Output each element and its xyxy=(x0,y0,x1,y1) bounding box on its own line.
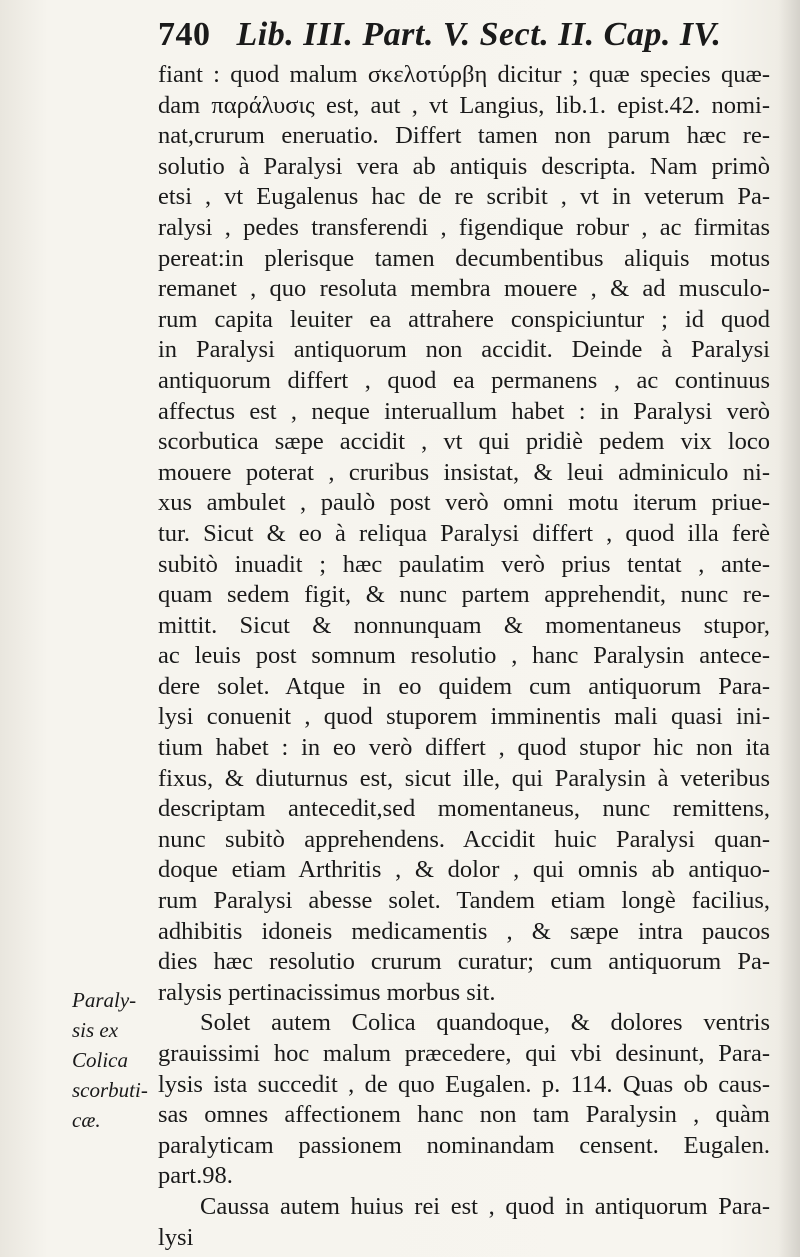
margin-note-line: scorbuti- xyxy=(72,1078,148,1102)
text-line: remanet , quo resoluta membra mouere , & ad musculo- xyxy=(158,275,770,303)
text-line: adhibitis idoneis medicamentis , & sæpe intra paucos xyxy=(158,917,770,945)
text-line: antiquorum differt , quod ea permanens , ac continuus xyxy=(158,366,770,394)
text-line: tium habet : in eo verò differt , quod stupor hic non ita xyxy=(158,734,770,762)
text-line: nat,crurum eneruatio. Differt tamen non parum hæc re- xyxy=(158,122,770,150)
text-line: dere solet. Atque in eo quidem cum antiquorum Para- xyxy=(158,672,770,700)
text-line: dam παράλυσις est, aut , vt Langius, lib.1. epist.42. nomi- xyxy=(158,91,770,119)
text-line: part.98. xyxy=(158,1162,233,1190)
text-line: descriptam antecedit,sed momentaneus, nunc remittens, xyxy=(158,795,770,823)
page-edge-shadow xyxy=(778,0,800,1257)
text-line: grauissimi hoc malum præcedere, qui vbi desinunt, Para- xyxy=(158,1040,770,1067)
text-line: ralysis pertinacissimus morbus sit. xyxy=(158,978,496,1006)
text-line: lysis ista succedit , de quo Eugalen. p. 114. Quas ob caus- xyxy=(158,1070,770,1098)
text-line: Solet autem Colica quandoque, & dolores ventris xyxy=(200,1009,770,1037)
text-line: ralysi , pedes transferendi , figendique robur , ac firmitas xyxy=(158,213,770,241)
text-line: ac leuis post somnum resolutio , hanc Paralysin antece- xyxy=(158,642,770,670)
page-number: 740 xyxy=(158,16,211,53)
text-line: lysi xyxy=(158,1223,194,1251)
text-line: paralyticam passionem nominandam censent. Eugalen. xyxy=(158,1131,770,1159)
running-header xyxy=(158,16,758,54)
text-line: rum capita leuiter ea attrahere conspiciuntur ; id quod xyxy=(158,305,770,333)
margin-note-line: Colica xyxy=(72,1048,128,1072)
text-line: doque etiam Arthritis , & dolor , qui omnis ab antiquo- xyxy=(158,856,770,884)
text-line: etsi , vt Eugalenus hac de re scribit , vt in veterum Pa- xyxy=(158,183,770,211)
text-line: mouere poterat , cruribus insistat, & leui adminiculo ni- xyxy=(158,458,770,486)
margin-note-line: cæ. xyxy=(72,1108,101,1132)
text-line: quam sedem figit, & nunc partem apprehendit, nunc re- xyxy=(158,581,770,609)
margin-note-line: Paraly- xyxy=(72,988,137,1012)
text-line: mittit. Sicut & nonnunquam & momentaneus stupor, xyxy=(158,611,770,639)
text-line: xus ambulet , paulò post verò omni motu iterum priue- xyxy=(158,489,770,517)
text-line: affectus est , neque interuallum habet : in Paralysi verò xyxy=(158,397,770,425)
text-line: fixus, & diuturnus est, sicut ille, qui Paralysin à veteribus xyxy=(158,764,770,792)
text-line: in Paralysi antiquorum non accidit. Deinde à Paralysi xyxy=(158,336,770,364)
text-line: sas omnes affectionem hanc non tam Paralysin , quàm xyxy=(158,1101,770,1129)
text-line: tur. Sicut & eo à reliqua Paralysi differt , quod illa ferè xyxy=(158,519,770,547)
text-line: fiant : quod malum σκελοτύρβη dicitur ; quæ species quæ- xyxy=(158,61,770,88)
text-line: lysi conuenit , quod stuporem imminentis mali quasi ini- xyxy=(158,703,770,731)
text-line: rum Paralysi abesse solet. Tandem etiam longè facilius, xyxy=(158,887,770,915)
text-line: solutio à Paralysi vera ab antiquis descripta. Nam primò xyxy=(158,152,770,180)
running-title: Lib. III. Part. V. Sect. II. Cap. IV. xyxy=(236,16,722,53)
margin-note-line: sis ex xyxy=(72,1018,119,1042)
text-line: pereat:in plerisque tamen decumbentibus aliquis motus xyxy=(158,244,770,272)
text-line: subitò inuadit ; hæc paulatim verò prius tentat , ante- xyxy=(158,550,770,578)
text-line: scorbutica sæpe accidit , vt qui pridiè pedem vix loco xyxy=(158,428,770,456)
text-line: Caussa autem huius rei est , quod in antiquorum Para- xyxy=(200,1192,770,1220)
text-line: nunc subitò apprehendens. Accidit huic Paralysi quan- xyxy=(158,825,770,853)
text-line: dies hæc resolutio crurum curatur; cum antiquorum Pa- xyxy=(158,948,770,976)
margin-note xyxy=(72,985,162,1135)
body-text xyxy=(158,60,770,1253)
